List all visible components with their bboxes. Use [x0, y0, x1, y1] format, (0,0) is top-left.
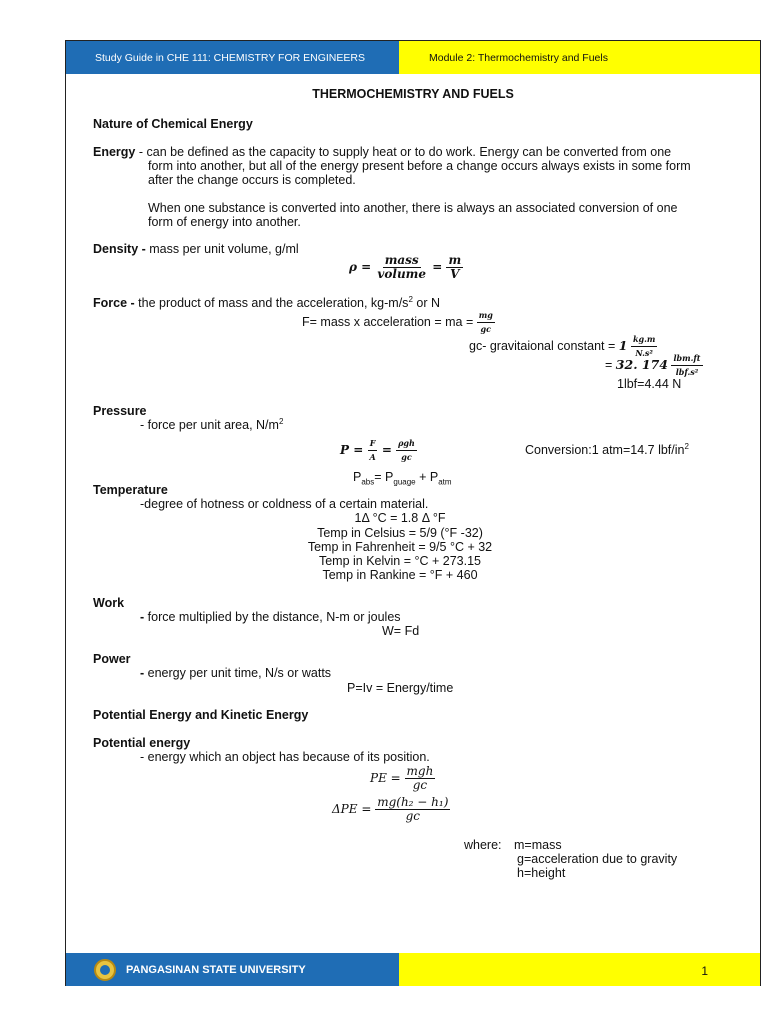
pressure-formula: P = $\frac{F}{A}$ = $\frac{\text{ρgh}}{gc}$: [340, 438, 415, 462]
force-definition: Force - the product of mass and the acceleration, $kg-m/s^2$ or N: [93, 294, 440, 310]
university-seal-icon: [94, 959, 116, 981]
density-formula: ρ = $\frac{\text{mass}}{\text{volume}}$ = $\frac{m}{V}$: [349, 253, 462, 281]
section-heading-pressure: Pressure: [93, 404, 147, 418]
density-definition: Density - mass per unit volume, g/ml: [93, 242, 299, 256]
section-heading-pe-ke: Potential Energy and Kinetic Energy: [93, 708, 309, 722]
where-height: h=height: [517, 866, 566, 880]
module-title: Module 2: Thermochemistry and Fuels: [429, 51, 608, 64]
absolute-pressure-formula: $P_{abs}= P_{guage} + P_{atm}$: [353, 470, 452, 487]
pressure-conversion: Conversion:1 atm=14.7 lbf/$in^2$: [525, 441, 689, 457]
course-title: Study Guide in CHE 111: CHEMISTRY FOR ENGINEERS: [95, 51, 365, 64]
temp-rankine-formula: Temp in Rankine = °F + 460: [322, 568, 478, 582]
pressure-definition: - force per unit area, $N/m^2$: [140, 416, 284, 432]
delta-pe-formula: ΔPE = $\frac{\text{mg(h₂ − h₁)}}{gc}$: [332, 795, 449, 823]
energy-definition: Energy - can be defined as the capacity to supply heat or to do work. Energy can be converted from one: [93, 145, 672, 159]
pe-formula: PE = $\frac{\text{mgh}}{gc}$: [370, 764, 434, 792]
gc-constant: gc- gravitaional constant = 1 $\frac{kg.m}{\text{N.s²}}$: [469, 334, 656, 358]
section-heading-temperature: Temperature: [93, 483, 168, 497]
temperature-definition: -degree of hotness or coldness of a certain material.: [140, 497, 429, 511]
conversion-para-line-1: When one substance is converted into another, there is always an associated conversion of one: [148, 201, 678, 215]
temp-celsius-formula: Temp in Celsius = 5/9 (°F -32): [317, 526, 483, 540]
page-title: THERMOCHEMISTRY AND FUELS: [312, 87, 514, 101]
where-mass: m=mass: [514, 838, 562, 852]
page-number: 1: [701, 964, 708, 978]
gc-constant-english: = 32. 174 $\frac{\text{lbm.ft}}{\text{lbf.s²}}$: [605, 353, 701, 377]
energy-line-3: after the change occurs is completed.: [148, 173, 356, 187]
work-definition: - force multiplied by the distance, N-m or joules: [140, 610, 401, 624]
where-label: where:: [464, 838, 502, 852]
lbf-conversion: 1lbf=4.44 N: [617, 377, 682, 391]
pe-definition: - energy which an object has because of its position.: [140, 750, 430, 764]
power-formula: P=Iv = Energy/time: [347, 681, 454, 695]
header-module-bar: [399, 41, 760, 74]
section-heading-nature: Nature of Chemical Energy: [93, 117, 253, 131]
temp-delta-relation: 1Δ °C = 1.8 Δ °F: [354, 511, 446, 525]
section-heading-potential-energy: Potential energy: [93, 736, 191, 750]
power-definition: - energy per unit time, N/s or watts: [140, 666, 332, 680]
footer-university-bar: [66, 953, 399, 986]
university-name: PANGASINAN STATE UNIVERSITY: [126, 963, 306, 976]
section-heading-work: Work: [93, 596, 125, 610]
header-course-bar: [66, 41, 399, 74]
work-formula: W= Fd: [382, 624, 420, 638]
energy-line-2: form into another, but all of the energy present before a change occurs always exists in some form: [148, 159, 691, 173]
temp-fahrenheit-formula: Temp in Fahrenheit = 9/5 °C + 32: [307, 540, 493, 554]
where-gravity: g=acceleration due to gravity: [517, 852, 678, 866]
section-heading-power: Power: [93, 652, 131, 666]
conversion-para-line-2: form of energy into another.: [148, 215, 301, 229]
temp-kelvin-formula: Temp in Kelvin = °C + 273.15: [318, 554, 482, 568]
force-formula: F= mass x acceleration = ma = $\frac{mg}{gc}$: [302, 310, 493, 334]
